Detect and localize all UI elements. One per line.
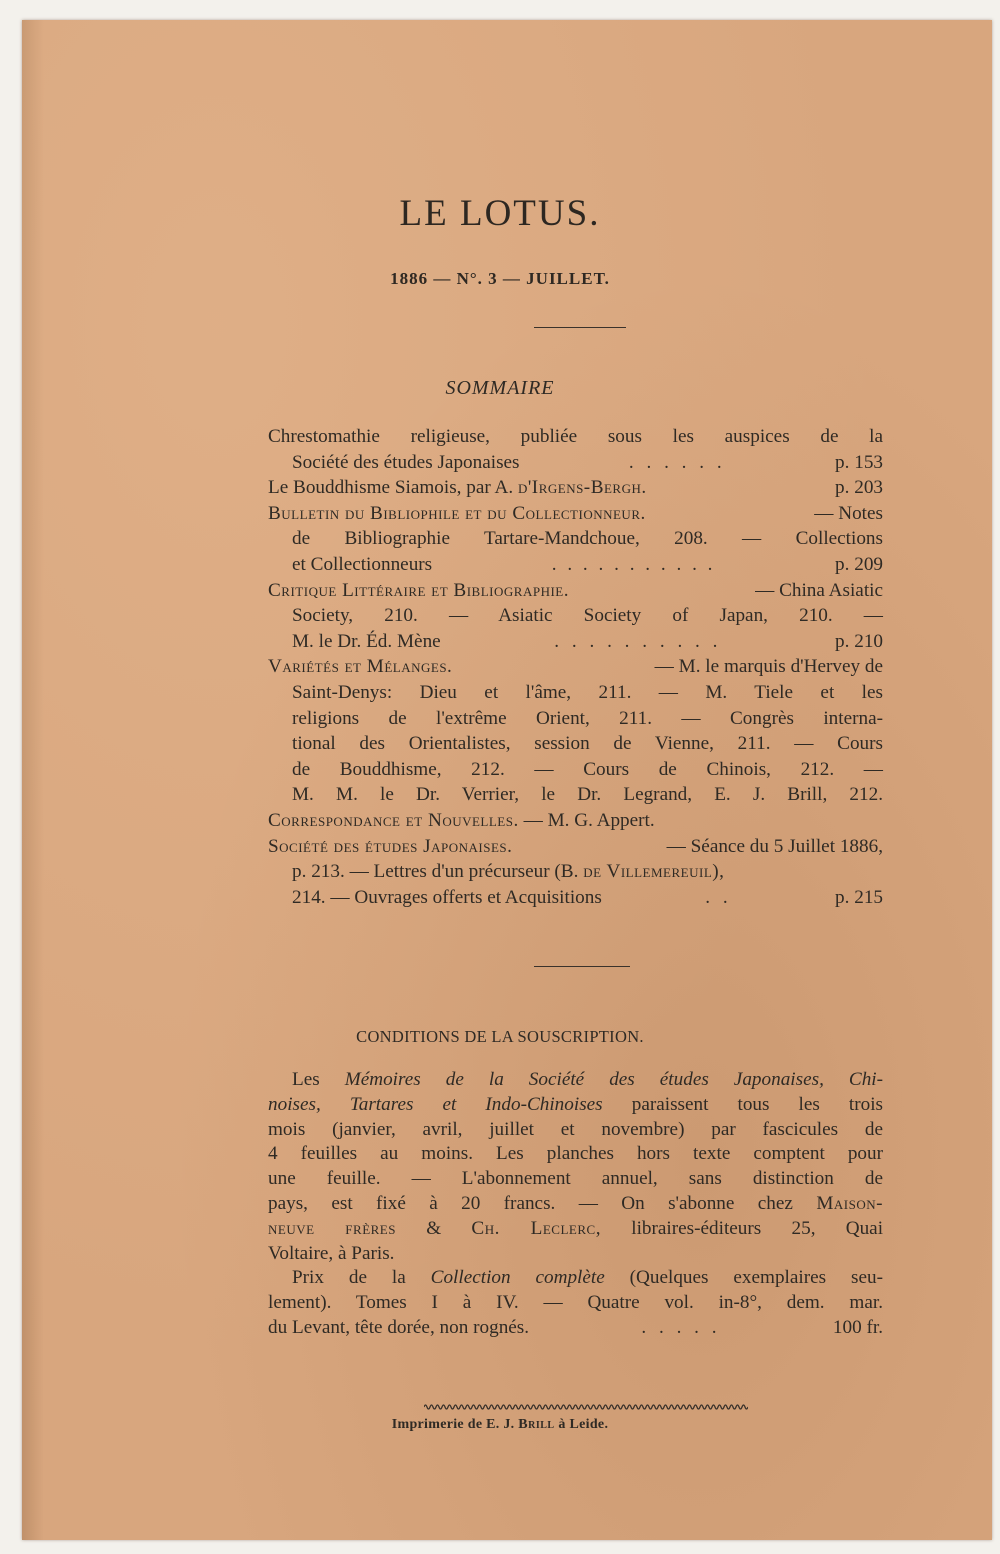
toc-page: p. 210 (835, 630, 883, 652)
conditions-italic: Mémoires de la Société des études Japonaises, (344, 1069, 824, 1090)
toc-text: — Séance du 5 Juillet 1886, (666, 835, 883, 857)
conditions-text: pays, est fixé à 20 francs. — On s'abonne chez (268, 1192, 793, 1214)
conditions-italic: Collection complète (430, 1267, 605, 1289)
toc-text: — Notes (814, 502, 883, 524)
table-of-contents (268, 424, 883, 910)
journal-title: LE LOTUS. (399, 193, 601, 234)
toc-section: Bulletin du Bibliophile et du Collectionneur. (268, 502, 646, 524)
toc-line (268, 501, 883, 527)
toc-text: p. 213. — Lettres d'un précurseur (B. (292, 861, 579, 883)
toc-dots: . . (705, 886, 732, 908)
toc-leader (432, 552, 835, 578)
issue-line: 1886 — N°. 3 — JUILLET. (390, 269, 610, 288)
conditions-leader (529, 1316, 833, 1341)
toc-text: Le Bouddhisme Siamois, par A. (268, 477, 514, 499)
conditions-text: une feuille. — L'abonnement annuel, sans distinction de (268, 1168, 883, 1190)
toc-line (268, 450, 883, 476)
toc-line (268, 578, 883, 604)
toc-text: de Bouddhisme, 212. — Cours de Chinois, 212. — (292, 758, 883, 780)
divider-middle (534, 966, 630, 967)
conditions-text: libraires-éditeurs 25, Quai (631, 1217, 884, 1239)
toc-line (268, 757, 883, 783)
toc-text: 214. — Ouvrages offerts et Acquisitions (292, 886, 602, 908)
toc-line (268, 706, 883, 732)
toc-text: tional des Orientalistes, session de Vienne, 211. — Cours (292, 733, 883, 755)
toc-section: Critique Littéraire et Bibliographie. (268, 579, 570, 601)
wavy-rule (424, 1402, 748, 1412)
toc-text: Saint-Denys: Dieu et l'âme, 211. — M. Tiele et les (292, 681, 883, 703)
conditions-text: & (426, 1217, 442, 1239)
toc-leader (647, 475, 835, 501)
conditions-line (268, 1142, 883, 1167)
conditions-dots: . . . . . (641, 1316, 721, 1338)
conditions-line (268, 1266, 883, 1291)
toc-section: Société des études Japonaises. (268, 835, 513, 857)
toc-leader (602, 885, 835, 911)
conditions-text: paraissent tous les trois (631, 1093, 884, 1115)
conditions-line (268, 1217, 883, 1242)
toc-page: p. 153 (835, 451, 883, 473)
divider-top (534, 327, 626, 328)
toc-leader (569, 578, 755, 604)
toc-line (268, 834, 883, 860)
toc-text: — China Asiatic (755, 579, 883, 601)
toc-text: de Bibliographie Tartare-Mandchoue, 208. — Collections (292, 528, 883, 550)
toc-line (268, 475, 883, 501)
conditions-text: Les (292, 1069, 320, 1090)
toc-line (268, 859, 883, 885)
toc-line (268, 424, 883, 450)
conditions-line (268, 1242, 883, 1267)
imprint-text: à Leide. (558, 1417, 609, 1432)
toc-leader (520, 450, 836, 476)
toc-author: de Villemereuil), (583, 861, 725, 883)
conditions-line (268, 1093, 883, 1118)
conditions-line (268, 1192, 883, 1217)
toc-text: M. M. le Dr. Verrier, le Dr. Legrand, E. J. Brill, 212. (292, 784, 883, 806)
toc-text: Chrestomathie religieuse, publiée sous les auspices de la (268, 426, 883, 447)
publisher-name: Maison- (816, 1192, 883, 1214)
sommaire-heading: SOMMAIRE (445, 377, 555, 399)
toc-text: M. le Dr. Éd. Mène (292, 630, 441, 652)
toc-line (268, 603, 883, 629)
toc-page: p. 203 (835, 477, 883, 499)
conditions-line (268, 1167, 883, 1192)
conditions-text: lement). Tomes I à IV. — Quatre vol. in-8°, dem. mar. (268, 1292, 883, 1314)
conditions-line (268, 1291, 883, 1316)
publisher-name: neuve frères (268, 1217, 396, 1239)
toc-section: Correspondance et Nouvelles. (268, 809, 519, 831)
conditions-text: Prix de la (292, 1267, 406, 1289)
price: 100 fr. (832, 1316, 883, 1338)
toc-section: Variétés et Mélanges. (268, 656, 453, 678)
toc-text: — M. G. Appert. (523, 809, 655, 831)
toc-leader (452, 654, 654, 680)
toc-line (268, 629, 883, 655)
conditions-text: 4 feuilles au moins. Les planches hors texte comptent pour (268, 1143, 883, 1165)
toc-leader (646, 501, 814, 527)
conditions-line (268, 1316, 883, 1341)
toc-line (268, 782, 883, 808)
toc-leader (441, 629, 835, 655)
imprint-text: Imprimerie de E. J. (391, 1417, 515, 1432)
toc-leader (512, 834, 666, 860)
toc-text: religions de l'extrême Orient, 211. — Congrès interna- (292, 707, 883, 729)
toc-author: d'Irgens-Bergh. (517, 477, 647, 499)
conditions-italic: Chi- (848, 1069, 884, 1090)
printer-name: Brill (518, 1417, 555, 1432)
toc-text: — M. le marquis d'Hervey de (654, 656, 883, 678)
toc-dots: . . . . . . (628, 451, 726, 473)
conditions-line (268, 1118, 883, 1143)
conditions-heading: CONDITIONS DE LA SOUSCRIPTION. (356, 1027, 644, 1046)
toc-page: p. 209 (835, 553, 883, 575)
conditions-italic: noises, Tartares et Indo-Chinoises (268, 1093, 603, 1115)
toc-page: p. 215 (835, 886, 883, 908)
toc-line (268, 885, 883, 911)
toc-line (268, 526, 883, 552)
conditions-text: du Levant, tête dorée, non rognés. (268, 1316, 530, 1338)
imprint-line (0, 1417, 1000, 1433)
conditions-text: (Quelques exemplaires seu- (629, 1267, 883, 1289)
toc-dots: . . . . . . . . . . (554, 630, 722, 652)
toc-text: Société des études Japonaises (292, 451, 520, 473)
conditions-text: mois (janvier, avril, juillet et novembre) par fascicules de (268, 1118, 883, 1140)
subscription-conditions (268, 1068, 883, 1341)
toc-line (268, 680, 883, 706)
conditions-text: Voltaire, à Paris. (268, 1242, 395, 1264)
toc-line (268, 731, 883, 757)
toc-line (268, 552, 883, 578)
toc-text: et Collectionneurs (292, 553, 433, 575)
toc-line (268, 654, 883, 680)
publisher-name: Ch. Leclerc, (471, 1217, 602, 1239)
toc-line (268, 808, 883, 834)
toc-dots: . . . . . . . . . . . (551, 553, 716, 575)
conditions-line (268, 1068, 883, 1093)
toc-text: Society, 210. — Asiatic Society of Japan, 210. — (292, 605, 883, 627)
